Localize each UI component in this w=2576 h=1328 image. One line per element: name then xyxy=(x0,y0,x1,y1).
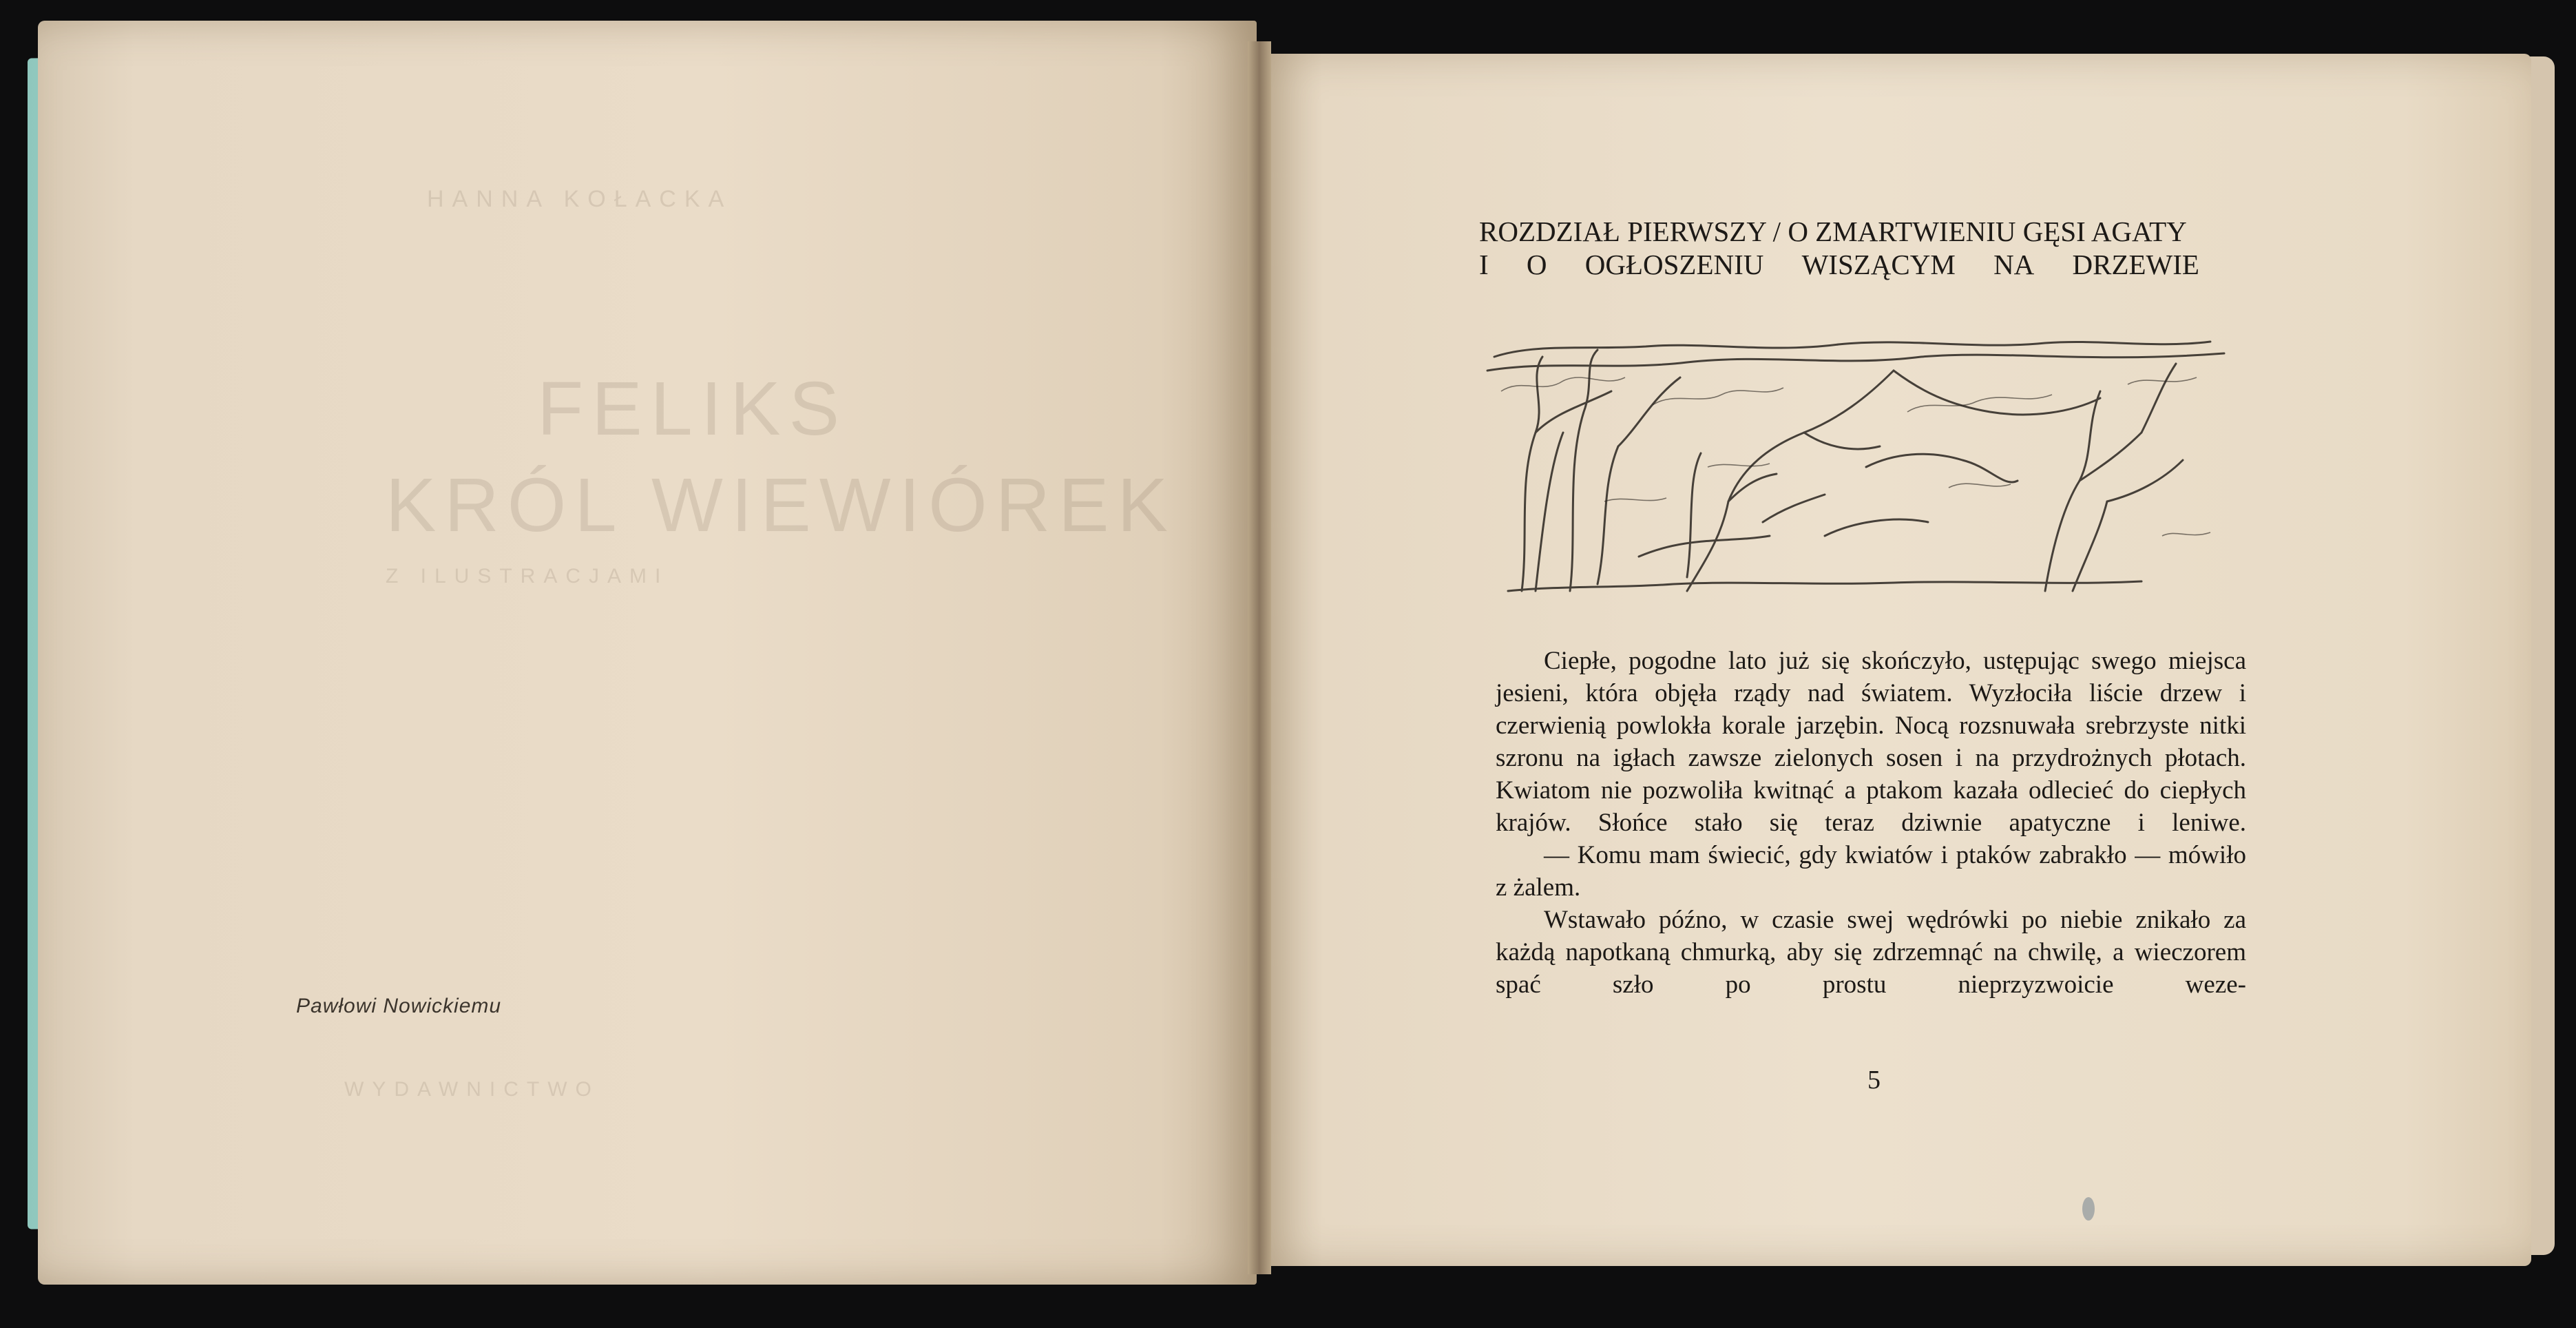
heading-word: WISZĄCYM xyxy=(1801,249,1956,280)
book-gutter xyxy=(1248,41,1271,1274)
chapter-heading-line-2 xyxy=(1479,248,2199,281)
show-through-subtitle: KRÓL WIEWIÓREK xyxy=(386,463,1176,548)
heading-word: OGŁOSZENIU xyxy=(1584,249,1764,280)
show-through-illustrator: Z ILUSTRACJAMI xyxy=(386,565,669,588)
paper-stain xyxy=(2082,1197,2095,1221)
tree-illustration xyxy=(1480,329,2231,605)
paragraph-3: Wstawało późno, w czasie swej wędrówki po niebie znikało za każdą napotkaną chmurką, aby się zdrzemnąć na chwilę, a wieczorem spać szło po prostu nieprzyzwoicie weze- xyxy=(1496,906,2246,999)
chapter-heading xyxy=(1479,215,2199,281)
heading-word: NA xyxy=(1993,249,2035,280)
paragraph-1: Ciepłe, pogodne lato już się skończyło, ustępując swego miejsca jesieni, która objęła rządy nad światem. Wyzłociła liście drzew i czerwienią powlokła korale jarzębin. Nocą rozsnuwała srebrzyste nitki szronu na igłach zawsze zielonych sosen i na przydrożnych płotach. Kwiatom nie pozwoliła kwitnąć a ptakom kazała odlecieć do ciepłych krajów. Słońce stało się teraz dziwnie apatyczne i leniwe. xyxy=(1496,647,2246,837)
heading-word: I xyxy=(1479,249,1489,280)
paragraph-2: — Komu mam świecić, gdy kwiatów i ptaków zabrakło — mówiło z żalem. xyxy=(1496,841,2246,902)
chapter-text xyxy=(1496,645,2246,1001)
show-through-author: HANNA KOŁACKA xyxy=(427,186,733,212)
show-through-publisher: WYDAWNICTWO xyxy=(344,1078,600,1101)
heading-word: O xyxy=(1526,249,1547,280)
chapter-heading-line-1: ROZDZIAŁ PIERWSZY / O ZMARTWIENIU GĘSI AGATY xyxy=(1479,216,2187,247)
heading-word: DRZEWIE xyxy=(2072,249,2199,280)
show-through-title: FELIKS xyxy=(537,366,848,451)
dedication: Pawłowi Nowickiemu xyxy=(296,995,502,1017)
page-number: 5 xyxy=(1867,1066,1881,1094)
